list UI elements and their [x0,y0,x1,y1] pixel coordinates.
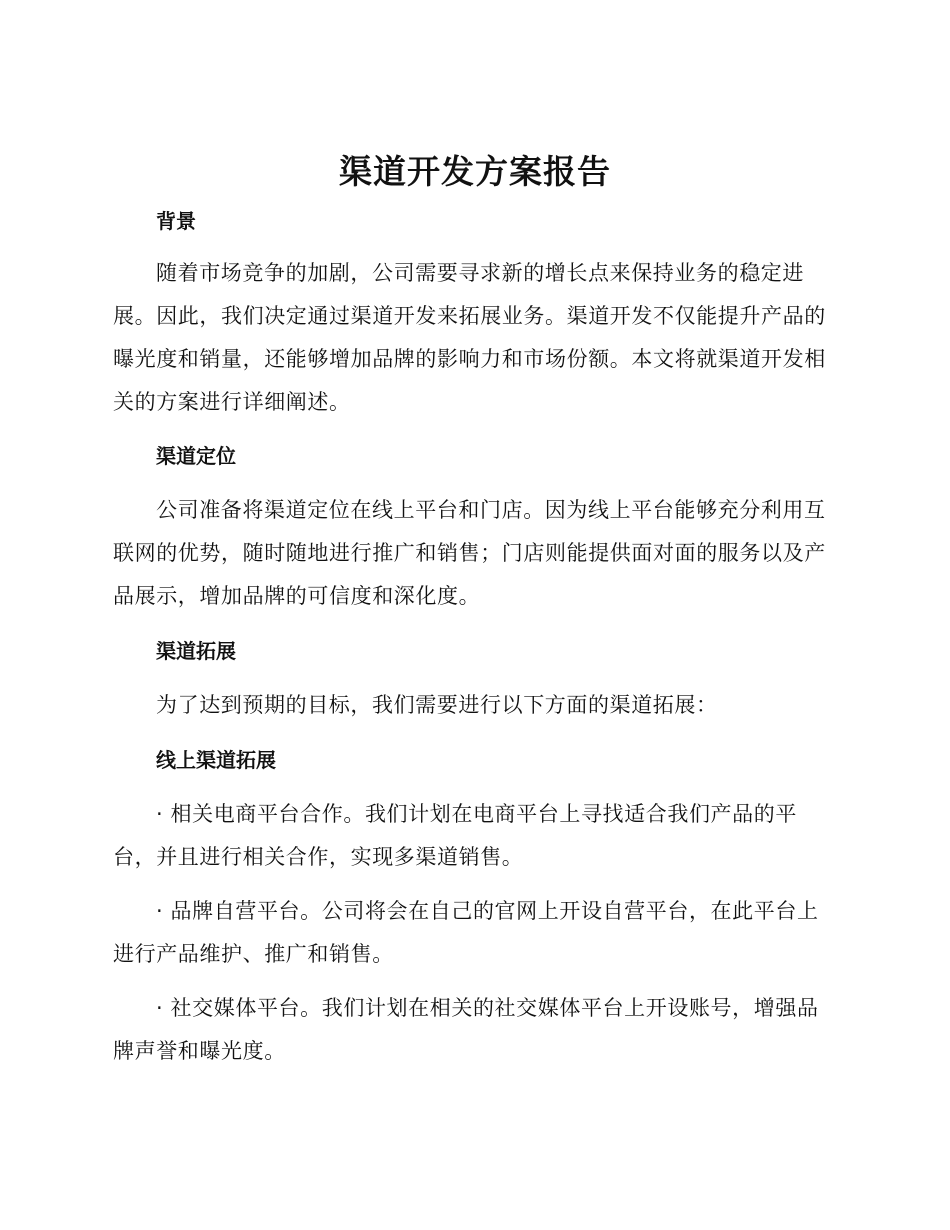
document-title: 渠道开发方案报告 [339,152,611,191]
bullet-item-self-operated: · 品牌自营平台。公司将会在自己的官网上开设自营平台，在此平台上进行产品维护、推广和销售。 [113,899,819,966]
section-heading-positioning: 渠道定位 [156,444,236,468]
bullet-item-social-media: · 社交媒体平台。我们计划在相关的社交媒体平台上开设账号，增强品牌声誉和曝光度。 [113,996,819,1063]
section-heading-background: 背景 [156,209,196,233]
bullet-item-ecommerce: · 相关电商平台合作。我们计划在电商平台上寻找适合我们产品的平台，并且进行相关合作，实现多渠道销售。 [113,802,797,869]
section-heading-expansion: 渠道拓展 [156,639,236,663]
section-heading-online: 线上渠道拓展 [156,748,276,772]
section-text-positioning: 公司准备将渠道定位在线上平台和门店。因为线上平台能够充分利用互联网的优势，随时随地进行推广和销售；门店则能提供面对面的服务以及产品展示，增加品牌的可信度和深化度。 [113,498,826,608]
section-text-background: 随着市场竞争的加剧，公司需要寻求新的增长点来保持业务的稳定进展。因此，我们决定通过渠道开发来拓展业务。渠道开发不仅能提升产品的曝光度和销量，还能够增加品牌的影响力和市场份额。本文将就渠道开发相关的方案进行详细阐述。 [113,261,826,414]
section-text-expansion: 为了达到预期的目标，我们需要进行以下方面的渠道拓展： [156,693,718,717]
